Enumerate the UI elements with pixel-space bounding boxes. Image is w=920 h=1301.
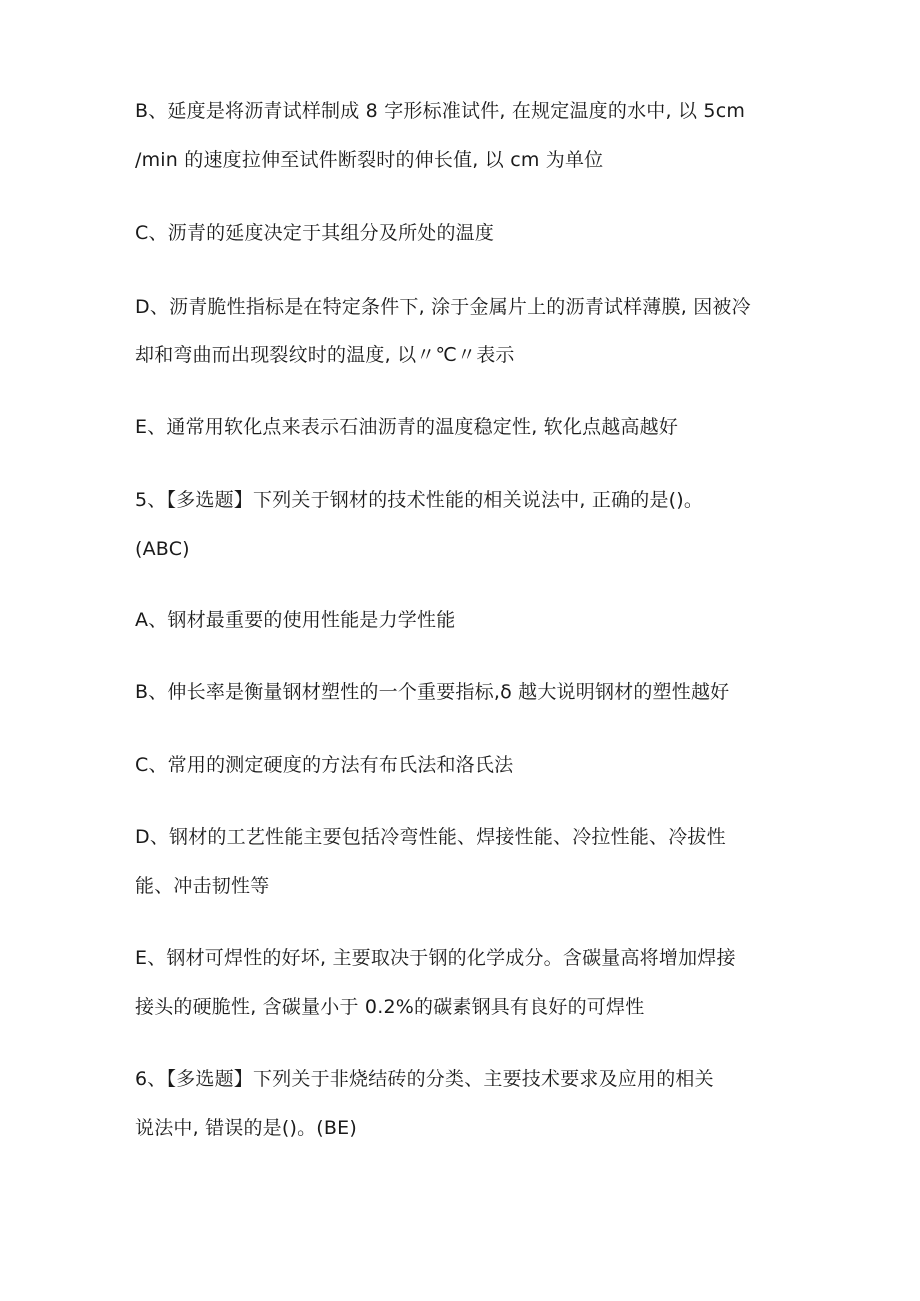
q5-option-b: B、伸长率是衡量钢材塑性的一个重要指标,δ 越大说明钢材的塑性越好 <box>135 681 730 703</box>
q5-question-line-2: (ABC) <box>135 538 190 560</box>
q5-option-c: C、常用的测定硬度的方法有布氏法和洛氏法 <box>135 754 514 776</box>
q4-option-b-line-1: B、延度是将沥青试样制成 8 字形标准试件, 在规定温度的水中, 以 5cm <box>135 100 746 122</box>
q5-option-a: A、钢材最重要的使用性能是力学性能 <box>135 609 456 631</box>
q4-option-d-line-1: D、沥青脆性指标是在特定条件下, 涂于金属片上的沥青试样薄膜, 因被冷 <box>135 296 751 318</box>
q5-option-d-line-1: D、钢材的工艺性能主要包括冷弯性能、焊接性能、冷拉性能、冷拔性 <box>135 826 726 848</box>
q5-option-e-line-1: E、钢材可焊性的好坏, 主要取决于钢的化学成分。含碳量高将增加焊接 <box>135 947 736 969</box>
q4-option-e: E、通常用软化点来表示石油沥青的温度稳定性, 软化点越高越好 <box>135 416 679 438</box>
q5-option-d-line-2: 能、冲击韧性等 <box>135 875 270 897</box>
q4-option-c: C、沥青的延度决定于其组分及所处的温度 <box>135 222 495 244</box>
q4-option-b-line-2: /min 的速度拉伸至试件断裂时的伸长值, 以 cm 为单位 <box>135 149 604 171</box>
q5-option-e-line-2: 接头的硬脆性, 含碳量小于 0.2%的碳素钢具有良好的可焊性 <box>135 996 645 1018</box>
q6-question-line-1: 6、【多选题】下列关于非烧结砖的分类、主要技术要求及应用的相关 <box>135 1068 714 1090</box>
q5-question-line-1: 5、【多选题】下列关于钢材的技术性能的相关说法中, 正确的是()。 <box>135 489 704 511</box>
q4-option-d-line-2: 却和弯曲而出现裂纹时的温度, 以〃℃〃表示 <box>135 344 515 366</box>
q6-question-line-2: 说法中, 错误的是()。(BE) <box>135 1117 357 1139</box>
